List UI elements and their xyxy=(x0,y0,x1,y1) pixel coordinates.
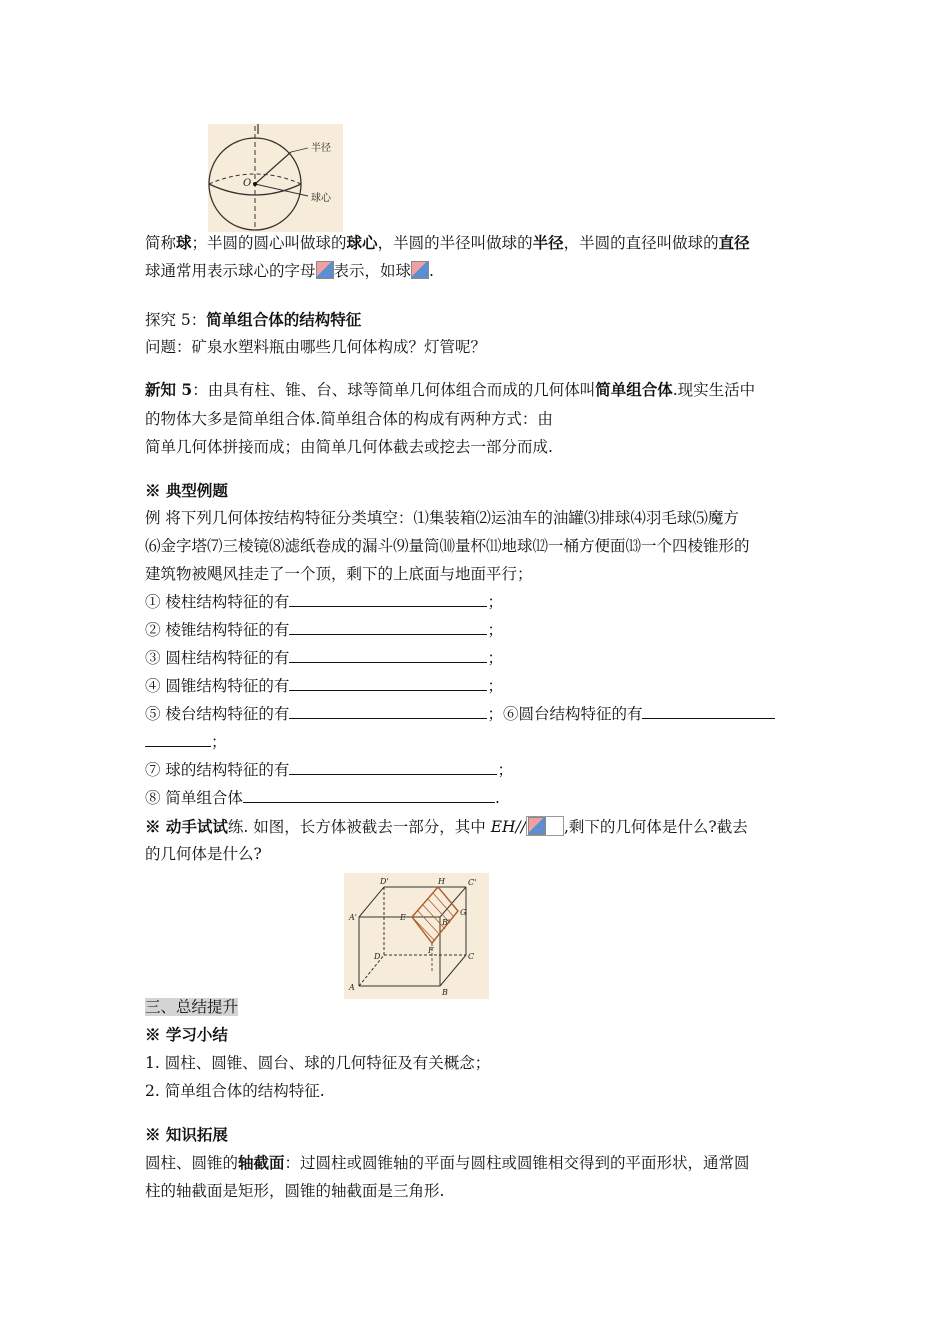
vertex-label: C' xyxy=(468,878,477,887)
image-placeholder-icon xyxy=(528,817,546,835)
image-placeholder-icon xyxy=(316,261,334,279)
new5-line3: 简单几何体拼接而成；由简单几何体截去或挖去一部分而成. xyxy=(145,438,553,456)
vertex-label: G xyxy=(460,908,467,917)
explore5-heading: 探究 5：简单组合体的结构特征 xyxy=(145,310,362,329)
answer-blank[interactable] xyxy=(145,732,211,747)
example-line3: 建筑物被飓风挂走了一个顶，剩下的上底面与地面平行； xyxy=(145,565,533,583)
vertex-label: C xyxy=(468,952,475,961)
answer-blank[interactable] xyxy=(289,648,487,663)
summary-heading: ※ 学习小结 xyxy=(145,1025,228,1044)
blank-item-3: ③ 圆柱结构特征的有 ； xyxy=(145,649,503,667)
vertex-label: B' xyxy=(442,918,451,927)
vertex-label: A' xyxy=(349,913,357,922)
center-label: 球心 xyxy=(311,193,331,204)
summary-item-2: 2. 简单组合体的结构特征. xyxy=(145,1082,325,1100)
sphere-diagram xyxy=(208,124,343,232)
image-placeholder xyxy=(526,816,564,836)
answer-blank[interactable] xyxy=(289,620,487,635)
vertex-label: E xyxy=(400,913,406,922)
practice-line2: 的几何体是什么? xyxy=(145,845,262,863)
cube-diagram xyxy=(344,873,489,999)
o-label: O xyxy=(243,178,252,189)
blank-item-7: ⑦ 球的结构特征的有 ； xyxy=(145,761,513,779)
practice-line1: ※ 动手试试练. 如图，长方体被截去一部分，其中 EH// ,剩下的几何体是什么?截去 xyxy=(145,817,748,836)
example-line2: ⑹金字塔⑺三棱镜⑻滤纸卷成的漏斗⑼量筒⑽量杯⑾地球⑿一桶方便面⒀一个四棱锥形的 xyxy=(145,537,750,555)
vertex-label: A xyxy=(349,983,355,992)
blank-item-5-6: ⑤ 棱台结构特征的有 ；⑥圆台结构特征的有 xyxy=(145,704,775,724)
sphere-definition-line2: 球通常用表示球心的字母 表示，如球 . xyxy=(145,262,434,280)
answer-blank[interactable] xyxy=(642,704,775,719)
blank-item-8: ⑧ 简单组合体 . xyxy=(145,789,500,807)
image-placeholder-icon xyxy=(411,261,429,279)
answer-blank[interactable] xyxy=(289,676,487,691)
blank-item-1: ① 棱柱结构特征的有 ； xyxy=(145,593,503,611)
radius-label: 半径 xyxy=(311,143,331,154)
blank-item-6-cont: ； xyxy=(145,732,227,752)
answer-blank[interactable] xyxy=(243,788,495,803)
extension-line1: 圆柱、圆锥的轴截面：过圆柱或圆锥轴的平面与圆柱或圆锥相交得到的平面形状，通常圆 xyxy=(145,1153,750,1172)
summary-item-1: 1. 圆柱、圆锥、圆台、球的几何特征及有关概念； xyxy=(145,1054,491,1072)
extension-line2: 柱的轴截面是矩形，圆锥的轴截面是三角形. xyxy=(145,1182,445,1200)
extension-heading: ※ 知识拓展 xyxy=(145,1125,228,1144)
answer-blank[interactable] xyxy=(289,760,497,775)
example-line1: 例 将下列几何体按结构特征分类填空：⑴集装箱⑵运油车的油罐⑶排球⑷羽毛球⑸魔方 xyxy=(145,509,739,527)
blank-item-4: ④ 圆锥结构特征的有 ； xyxy=(145,677,503,695)
vertex-label: B xyxy=(442,988,448,997)
blank-item-2: ② 棱锥结构特征的有 ； xyxy=(145,621,503,639)
sphere-figure xyxy=(208,124,343,232)
vertex-label: F xyxy=(428,946,434,955)
cube-figure xyxy=(344,873,489,999)
summary-section-title: 三、总结提升 xyxy=(145,998,239,1016)
vertex-label: H xyxy=(438,877,445,886)
new5-line2: 的物体大多是简单组合体.简单组合体的构成有两种方式：由 xyxy=(145,410,553,428)
answer-blank[interactable] xyxy=(289,592,487,607)
answer-blank[interactable] xyxy=(289,704,487,719)
sphere-definition-line1: 简称球；半圆的圆心叫做球的球心，半圆的半径叫做球的半径，半圆的直径叫做球的直径 xyxy=(145,233,750,252)
explore5-question: 问题：矿泉水塑料瓶由哪些几何体构成？灯管呢？ xyxy=(145,338,487,356)
vertex-label: D' xyxy=(380,877,389,886)
new5-line1: 新知 5：由具有柱、锥、台、球等简单几何体组合而成的几何体叫简单组合体.现实生活中 xyxy=(145,380,756,399)
examples-heading: ※ 典型例题 xyxy=(145,481,228,500)
vertex-label: D xyxy=(374,952,381,961)
